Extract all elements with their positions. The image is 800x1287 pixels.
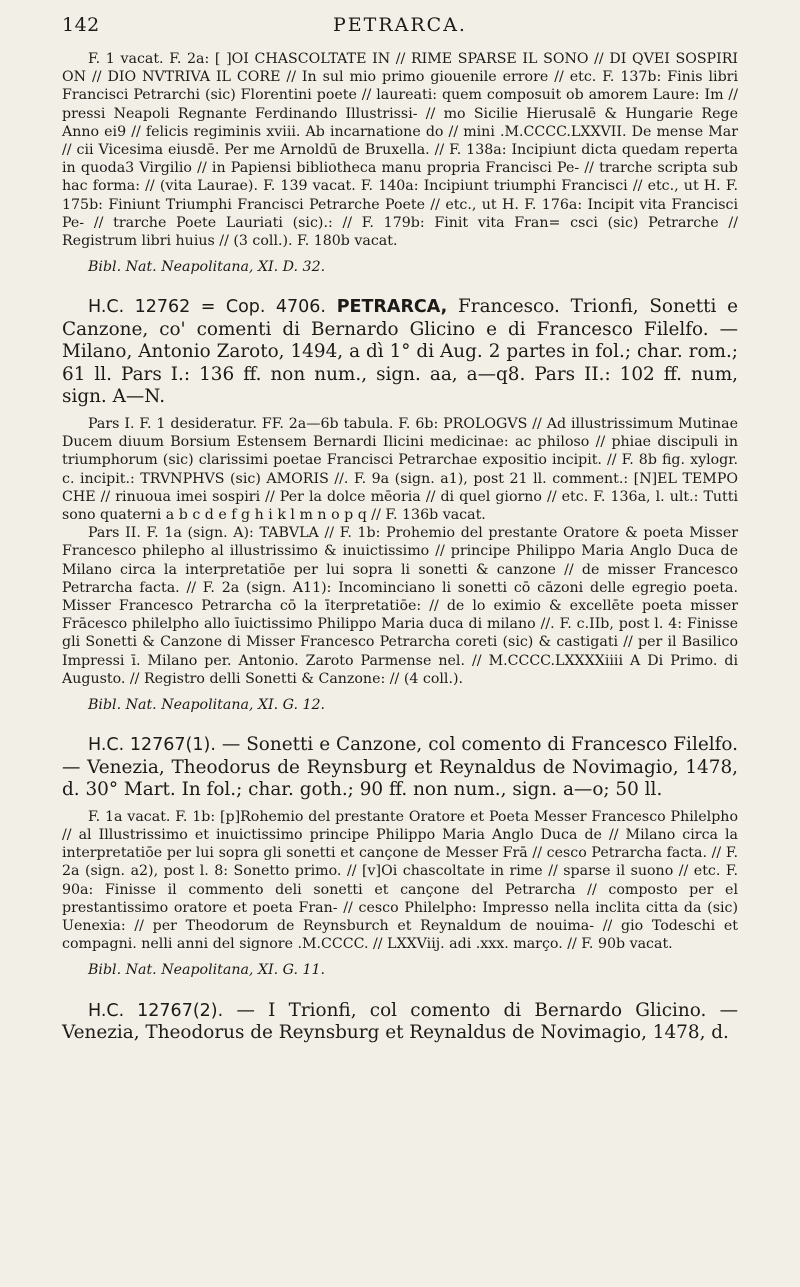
entry-title-imprint: — Sonetti e Canzone, col comento di Francesco Filelfo. — Venezia, Theodorus de Reynsburg et Reynaldus de Novimagio, 1478, d. 30° Mart. In fol.; char. goth.; 90 ff. non num., sign. a—o; 50 ll. [62, 734, 738, 801]
entry-description-continued: F. 1 vacat. F. 2a: [ ]OI CHASCOLTATE IN // RIME SPARSE IL SONO // DI QVEI SOSPIRI ON // DIO NVTRIVA IL CORE // In sul mio primo giouenile errore // etc. F. 137b: Finis libri Francisci Petrarchi (sic) Florentini poete // laureati: quem composuit ob amorem Laure: Im // pressi Neapoli Regnante Ferdinando Illustrissi- // mo Sicilie Hierusalē & Hungarie Rege Anno ei9 // felicis regiminis xviii. Ab incarnatione do // mini .M.CCCC.LXXVII. De mense Mar // cii Vicesima eiusdē. Per me Arnoldū de Bruxella. // F. 138a: Incipiunt dicta quedam reperta in quoda3 Virgilio // in Papiensi bibliotheca manu propria Francisci Pe- // trarche scripta sub hac forma: // (vita Laurae). F. 139 vacat. F. 140a: Incipiunt triumphi Francisci // etc., ut H. F. 175b: Finiunt Triumphi Francisci Petrarche Poete // etc., ut H. F. 176a: Incipit vita Francisci Pe- // trarche Poete Lauriati (sic).: // F. 179b: Finit vita Fran= csci (sic) Petrarche // Registrum libri huius // (3 coll.). F. 180b vacat. [62, 51, 738, 250]
bibliography-reference: Bibl. Nat. Neapolitana, XI. D. 32. [88, 259, 326, 276]
catalogue-entry-heading [62, 1000, 738, 1045]
page-body [62, 50, 738, 1051]
entry-description-pars2: Pars II. F. 1a (sign. A): TABVLA // F. 1b: Prohemio del prestante Oratore & poeta Misser Francesco philepho al illustrissimo & inuictissimo // principe Philippo Maria Anglo Duca de Milano circa la interpretatiōe per lui sopra li sonetti & canzone // de misser Francesco Petrarcha facta. // F. 2a (sign. A11): Incominciano li sonetti cō cāzoni delle egregio poeta. Misser Francesco Petrarcha cō la īterpretatiōe: // de lo eximio & excellēte poeta misser Frācesco philelpho allo īuictissimo Philippo Maria duca di milano //. F. c.IIb, post l. 4: Finisse gli Sonetti & Canzone di Misser Francesco Petrarcha coreti (sic) & castigati // per il Basilico Impressi ī. Milano per. Antonio. Zaroto Parmense nel. // M.CCCC.LXXXXiiii A Di Primo. di Augusto. // Registro delli Sonetti & Canzone: // (4 coll.). [62, 525, 738, 687]
hain-copinger-number: H.C. 12762 = Cop. 4706. [88, 297, 326, 318]
page-number: 142 [62, 14, 100, 36]
entry-title-imprint: — I Trionfi, col comento di Bernardo Glicino. — Venezia, Theodorus de Reynsburg et Reynaldus de Novimagio, 1478, d. [62, 999, 738, 1044]
entry-description: F. 1a vacat. F. 1b: [p]Rohemio del prestante Oratore et Poeta Messer Francesco Philelpho // al Illustrissimo et inuictissimo principe Philippo Maria Anglo Duca de // Milano circa la interpretatiōe per lui sopra gli sonetti et cançone de Messer Frā // cesco Petrarcha facta. // F. 2a (sign. a2), post l. 8: Sonetto primo. // [v]Oi chascoltate in rime // sparse il suono // etc. F. 90a: Finisse il commento deli sonetti et cançone del Petrarcha // composto per el prestantissimo oratore et poeta Fran- // cesco Philelpho: Impresso nella inclita citta da (sic) Uenexia: // per Theodorum de Reynsburch et Reynaldum de nouima- // gio Todeschi et compagni. nelli anni del signore .M.CCCC. // LXXViij. adi .xxx. março. // F. 90b vacat. [62, 808, 738, 953]
hain-copinger-number: H.C. 12767(1). [88, 735, 216, 756]
entry-author: PETRARCA, [336, 297, 448, 318]
catalogue-entry-heading [62, 296, 738, 409]
catalogue-entry-heading [62, 734, 738, 802]
hain-copinger-number: H.C. 12767(2). [88, 1000, 224, 1021]
entry-description-pars1: Pars I. F. 1 desideratur. FF. 2a—6b tabula. F. 6b: PROLOGVS // Ad illustrissimum Mutinae Ducem diuum Borsium Estensem Bernardi Ilicini medicinae: ac philoso // phiae discipuli in triumphorum (sic) clarissimi poetae Francisci Petrarchae expositio incipit. // F. 8b fig. xylogr. c. incipit.: TRVNPHVS (sic) AMORIS //. F. 9a (sign. a1), post 21 ll. comment.: [N]EL TEMPO CHE // rinuoua imei sospiri // Per la dolce mēoria // di quel giorno // etc. F. 136a, l. ult.: Tutti sono quaterni a b c d e f g h i k l m n o p q // F. 136b vacat. [62, 415, 738, 523]
bibliography-reference: Bibl. Nat. Neapolitana, XI. G. 11. [88, 962, 326, 979]
bibliography-reference: Bibl. Nat. Neapolitana, XI. G. 12. [88, 696, 326, 713]
running-title: PETRARCA. [333, 14, 467, 36]
entry-title-imprint: Francesco. Trionfi, Sonetti e Canzone, co' comenti di Bernardo Glicino e di Francesco Filelfo. — Milano, Antonio Zaroto, 1494, a dì 1° di Aug. 2 partes in fol.; char. rom.; 61 ll. Pars I.: 136 ff. non num., sign. aa, a—q8. Pars II.: 102 ff. num, sign. A—N. [62, 296, 738, 408]
